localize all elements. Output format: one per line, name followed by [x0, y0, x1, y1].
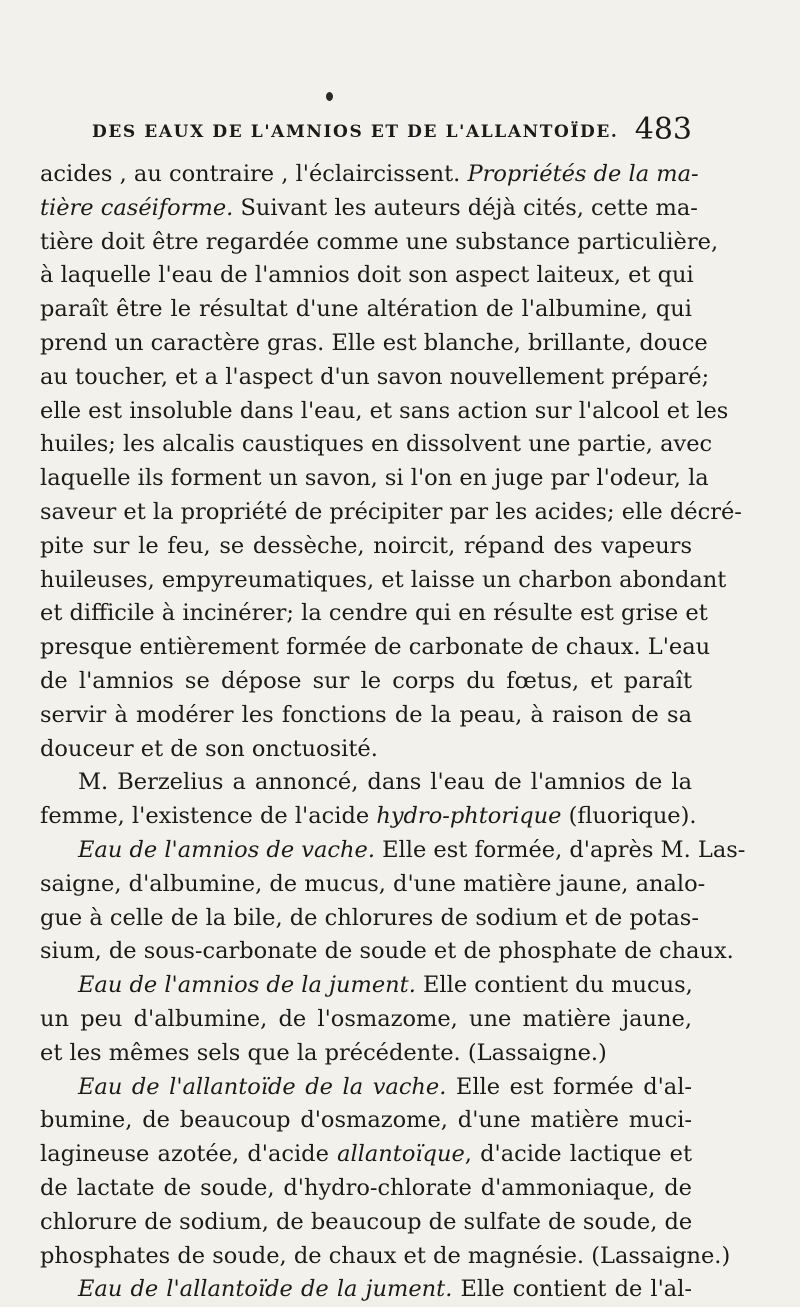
italic-text: Eau de l'allantoïde de la vache. [78, 1073, 447, 1100]
text-segment: huileuses, empyreumatiques, et laisse un charbon abondant [40, 566, 727, 593]
text-segment: et les mêmes sels que la précédente. (Lassaigne.) [40, 1039, 607, 1066]
text-line [40, 969, 692, 1003]
text-segment: chlorure de sodium, de beaucoup de sulfate de soude, de [40, 1208, 693, 1235]
text-line [40, 564, 727, 598]
text-segment: (fluorique). [561, 803, 697, 830]
text-line [40, 530, 692, 564]
text-line [40, 395, 729, 429]
body-text [40, 158, 746, 1307]
text-line [40, 699, 692, 733]
text-line [40, 192, 698, 226]
text-segment: prend un caractère gras. Elle est blanche, brillante, douce [40, 329, 708, 356]
text-segment: un peu d'albumine, de l'osmazome, une matière jaune, [40, 1005, 692, 1032]
text-line [40, 1104, 692, 1138]
italic-text: allantoïque [337, 1141, 465, 1168]
text-segment: huiles; les alcalis caustiques en dissolvent une partie, avec [40, 431, 713, 458]
text-segment: de l'amnios se dépose sur le corps du fœtus, et paraît [40, 667, 692, 694]
text-line [40, 1206, 692, 1240]
text-segment: paraît être le résultat d'une altération de l'albumine, qui [40, 296, 692, 323]
text-segment: presque entièrement formée de carbonate de chaux. L'eau [40, 634, 711, 661]
text-line [40, 902, 699, 936]
text-line [40, 158, 699, 192]
text-segment: tière doit être regardée comme une substance particulière, [40, 228, 719, 255]
text-segment: gue à celle de la bile, de chlorures de sodium et de potas- [40, 904, 699, 931]
text-segment: de lactate de soude, d'hydro-chlorate d'ammoniaque, de [40, 1174, 692, 1201]
text-segment: saigne, d'albumine, de mucus, d'une matière jaune, analo- [40, 870, 706, 897]
text-segment: Elle est formée d'al- [446, 1073, 693, 1100]
text-line [40, 1037, 692, 1071]
italic-text: Eau de l'allantoïde de la jument. [78, 1276, 453, 1303]
text-line [40, 327, 708, 361]
text-line [40, 665, 692, 699]
text-segment: Elle contient de l'al- [452, 1276, 692, 1303]
running-head: DES EAUX DE L'AMNIOS ET DE L'ALLANTOÏDE. [92, 122, 619, 142]
text-segment: servir à modérer les fonctions de la peau, à raison de sa [40, 701, 692, 728]
text-line [40, 868, 706, 902]
text-line [40, 800, 697, 834]
text-line [40, 1138, 692, 1172]
text-line [40, 1240, 731, 1274]
text-segment: pite sur le feu, se dessèche, noircit, répand des vapeurs [40, 532, 692, 559]
text-segment: phosphates de soude, de chaux et de magnésie. (Lassaigne.) [40, 1242, 731, 1269]
text-segment: Suivant les auteurs déjà cités, cette ma- [233, 194, 698, 221]
text-segment: au toucher, et a l'aspect d'un savon nouvellement préparé; [40, 363, 710, 390]
text-segment: laquelle ils forment un savon, si l'on en juge par l'odeur, la [40, 465, 709, 492]
text-segment: lagineuse azotée, d'acide [40, 1141, 338, 1168]
text-line [40, 1003, 692, 1037]
text-line [40, 631, 711, 665]
text-line [40, 226, 719, 260]
text-segment: Elle est formée, d'après M. Las- [374, 836, 746, 863]
italic-text: Eau de l'amnios de la jument. [78, 972, 416, 999]
text-line [40, 293, 692, 327]
italic-text: hydro-phtorique [376, 803, 562, 830]
text-line [40, 935, 734, 969]
page-header [92, 112, 692, 152]
text-segment: Elle contient du mucus, [415, 972, 693, 999]
text-segment: femme, l'existence de l'acide [40, 803, 377, 830]
text-line [40, 834, 746, 868]
text-line [40, 1071, 692, 1105]
text-segment: sium, de sous-carbonate de soude et de phosphate de chaux. [40, 938, 734, 965]
text-line [40, 597, 708, 631]
text-segment: à laquelle l'eau de l'amnios doit son aspect laiteux, et qui [40, 262, 694, 289]
text-line [40, 259, 692, 293]
text-segment: acides , au contraire , l'éclaircissent. [40, 161, 468, 187]
text-line [40, 733, 692, 767]
text-segment: saveur et la propriété de précipiter par les acides; elle décré- [40, 498, 742, 525]
text-segment: bumine, de beaucoup d'osmazome, d'une matière muci- [40, 1107, 692, 1134]
text-line [40, 462, 709, 496]
text-line [40, 361, 710, 395]
text-line [40, 1273, 692, 1307]
text-line [40, 766, 692, 800]
text-line [40, 428, 713, 462]
page-number: 483 [634, 112, 692, 147]
text-segment: , d'acide lactique et [464, 1141, 692, 1168]
text-segment: et difficile à incinérer; la cendre qui en résulte est grise et [40, 600, 708, 627]
text-line [40, 496, 742, 530]
italic-text: Eau de l'amnios de vache. [78, 836, 375, 863]
text-segment: elle est insoluble dans l'eau, et sans action sur l'alcool et les [40, 397, 729, 424]
text-line [40, 1172, 692, 1206]
italic-text: Propriétés de la ma- [467, 161, 699, 187]
ink-speck [326, 92, 333, 101]
text-segment: M. Berzelius a annoncé, dans l'eau de l'amnios de la [78, 769, 692, 796]
text-segment: douceur et de son onctuosité. [40, 735, 378, 762]
italic-text: tière caséiforme. [40, 194, 234, 221]
